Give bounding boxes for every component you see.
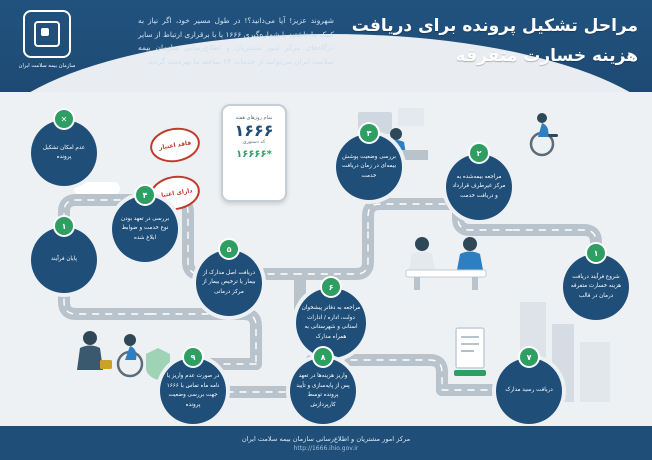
step-9-label: در صورت عدم واریز یا نامه ماه تماس با ۱۶۶۶ جهت بررسی وضعیت پرونده	[166, 373, 220, 408]
logo-caption: سازمان بیمه سلامت ایران	[18, 63, 76, 69]
step-6[interactable]	[296, 282, 366, 358]
step-6-label: مراجعه به دفاتر پیشخوان دولت، اداره / ادارات استانی و شهرستانی به همراه مدارک	[301, 305, 361, 340]
step-5-circle[interactable]	[196, 250, 262, 316]
terminal-end-marker: ۱	[55, 217, 73, 235]
step-8-circle[interactable]	[290, 358, 356, 424]
terminal-end-circle[interactable]	[31, 227, 97, 293]
step-3-label: بررسی وضعیت پوشش بیمه‌ای در زمان دریافت خدمت	[341, 153, 397, 179]
seal-invalid-label: فاقد اعتبار	[158, 139, 192, 151]
scene-wheelchair-user	[520, 110, 564, 158]
footer	[0, 426, 652, 460]
phone-number: ۱۶۶۶	[234, 121, 274, 140]
terminal-end[interactable]	[31, 221, 97, 293]
header-description: شهروند عزیز! آیا می‌دانید؟! در طول مسیر خود، اگر نیاز به کمک ما داشتید با شماره‌گیری ۱۶۶۶ یا با برقراری ارتباط از سایر درگاه‌های مرکز امور مشتریان و اطلاع‌رسانی سازمان بیمه سلامت ایران می‌توانید از خدمات ۲۴ ساعته ما بهره‌مند گردید.	[138, 16, 334, 67]
step-3-number: ۳	[360, 124, 378, 142]
step-2-number: ۲	[470, 144, 488, 162]
phone-top-label: تمام روزهای هفته	[235, 115, 273, 121]
step-2[interactable]	[446, 148, 512, 220]
step-7-label: دریافت رسید مدارک	[505, 387, 553, 394]
step-4-circle[interactable]	[112, 196, 178, 262]
step-4-number: ۴	[136, 186, 154, 204]
step-2-label: مراجعه بیمه‌شده به مرکز غیرطرف قرارداد و دریافت خدمت	[452, 173, 506, 199]
step-8-label: واریز هزینه‌ها در تعهد پس از پایه‌سازی و تأیید پرونده توسط کارپردازش	[296, 373, 350, 408]
step-2-circle[interactable]	[446, 154, 512, 220]
terminal-no-file-marker: ✕	[55, 110, 73, 128]
step-5-number: ۵	[220, 240, 238, 258]
phone-mid-label: کد دستوری	[242, 140, 266, 145]
step-8-number: ۸	[314, 348, 332, 366]
step-1-number: ۱	[587, 244, 605, 262]
header	[0, 0, 652, 96]
step-8[interactable]	[290, 352, 356, 424]
step-6-number: ۶	[322, 278, 340, 296]
scene-documents	[448, 324, 492, 382]
seal-valid-label: دارای اعتبار	[157, 186, 193, 200]
terminal-no-file[interactable]	[31, 114, 97, 186]
ussd-phone-card	[221, 104, 287, 202]
step-7-number: ۷	[520, 348, 538, 366]
step-4[interactable]	[112, 190, 178, 262]
page-title: مراحل تشکیل پرونده برای دریافت هزینه خسارت متفرقه	[351, 16, 638, 66]
diagram-canvas	[0, 92, 652, 428]
step-3-circle[interactable]	[336, 134, 402, 200]
scene-office-meeting	[396, 230, 496, 292]
terminal-no-file-circle[interactable]	[31, 120, 97, 186]
phone-ussd-code: *۱۶۶۶۶	[236, 149, 272, 160]
step-6-circle[interactable]	[296, 288, 366, 358]
step-4-label: بررسی در تعهد بودن نوع خدمت و ضوابط ابلاغ شده	[120, 215, 170, 241]
logo-mark-icon	[23, 10, 71, 58]
organization-logo	[16, 10, 78, 80]
step-9-number: ۹	[184, 348, 202, 366]
terminal-no-file-label: عدم امکان تشکیل پرونده	[42, 144, 86, 160]
step-7[interactable]	[496, 352, 562, 424]
footer-line-1: مرکز امور مشتریان و اطلاع‌رسانی سازمان بیمه سلامت ایران	[241, 434, 411, 443]
step-9-circle[interactable]	[160, 358, 226, 424]
terminal-end-label: پایان فرآیند	[51, 256, 77, 263]
step-9[interactable]	[160, 352, 226, 424]
step-1-circle[interactable]	[563, 254, 629, 320]
step-5[interactable]	[196, 244, 262, 316]
step-1[interactable]	[563, 248, 629, 320]
step-3[interactable]	[336, 128, 402, 200]
footer-line-2[interactable]: http://1666.ihio.gov.ir	[293, 444, 359, 452]
step-5-label: دریافت اصل مدارک از بیمار یا ترخیص بیمار از مرکز درمانی	[202, 269, 256, 295]
step-7-circle[interactable]	[496, 358, 562, 424]
step-1-label: شروع فرآیند دریافت هزینه خسارت متفرقه درمان در قالب	[570, 273, 622, 299]
